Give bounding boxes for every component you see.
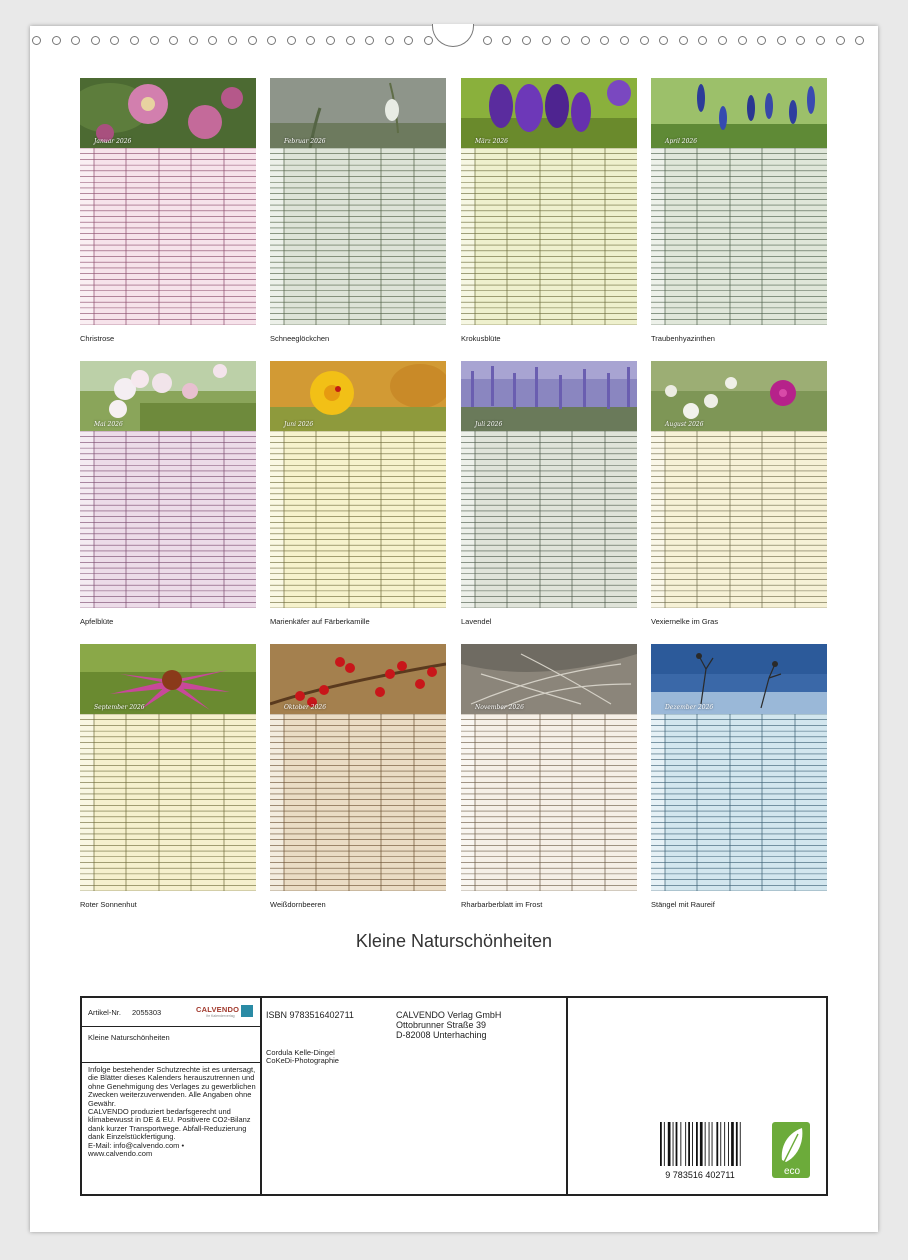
binding-ring: [522, 36, 531, 45]
month-photo: [80, 644, 256, 714]
month-label: November 2026: [475, 704, 524, 711]
product-title: Kleine Naturschönheiten: [88, 1033, 170, 1042]
planner-grid: [461, 148, 637, 325]
month-photo: [270, 361, 446, 431]
binding-ring: [228, 36, 237, 45]
barcode-bar: [740, 1122, 741, 1166]
month-grid-table: [651, 714, 827, 891]
month-grid-table: [270, 431, 446, 608]
month-label: September 2026: [94, 704, 145, 711]
binding-ring: [267, 36, 276, 45]
calvendo-logo-sub: Ihr Kalenderverlag: [206, 1014, 235, 1018]
month-grid-table: [461, 431, 637, 608]
month-grid-table: [80, 148, 256, 325]
month-panel: [80, 361, 256, 626]
binding-ring: [718, 36, 727, 45]
barcode-bar: [688, 1122, 690, 1166]
month-panel: [80, 644, 256, 909]
month-grid-table: [80, 431, 256, 608]
photo-caption: Christrose: [80, 334, 115, 343]
binding-ring: [816, 36, 825, 45]
binding-ring: [483, 36, 492, 45]
barcode-bar: [724, 1122, 725, 1166]
planner-grid: [270, 431, 446, 608]
barcode-bar: [685, 1122, 686, 1166]
month-panel: [461, 361, 637, 626]
barcode-bar: [709, 1122, 710, 1166]
eco-logo: [772, 1122, 810, 1178]
planner-grid: [651, 148, 827, 325]
binding-ring: [130, 36, 139, 45]
info-box: [80, 996, 828, 1196]
month-photo: [461, 361, 637, 431]
barcode-bar: [680, 1122, 681, 1166]
month-photo: [80, 78, 256, 148]
binding-ring: [208, 36, 217, 45]
month-photo: [461, 644, 637, 714]
planner-grid: [270, 714, 446, 891]
photo-caption: Marienkäfer auf Färberkamille: [270, 617, 370, 626]
photo-caption: Apfelblüte: [80, 617, 114, 626]
calvendo-logo-icon: [241, 1005, 253, 1017]
month-panel: [461, 644, 637, 909]
barcode-bar: [668, 1122, 671, 1166]
barcode-bar: [673, 1122, 674, 1166]
month-grid-table: [461, 714, 637, 891]
calendar-sheet: [30, 26, 878, 1232]
barcode-bar: [705, 1122, 706, 1166]
month-label: Juni 2026: [284, 421, 314, 428]
article-number: 2055303: [132, 1008, 162, 1017]
month-grid-table: [651, 431, 827, 608]
barcode-bar: [716, 1122, 718, 1166]
author-line: Cordula Kelle-Dingel: [266, 1048, 335, 1057]
barcode-bar: [664, 1122, 665, 1166]
eco-label: eco: [783, 1166, 801, 1177]
binding-ring: [757, 36, 766, 45]
info-column-article: [82, 998, 262, 1194]
publisher-address: [396, 1010, 501, 1040]
binding-ring: [32, 36, 41, 45]
author: [266, 1049, 339, 1066]
barcode-bar: [736, 1122, 738, 1166]
binding-ring: [52, 36, 61, 45]
author-line: CoKeDi-Photographie: [266, 1056, 339, 1066]
month-panel: [651, 644, 827, 909]
month-photo: [651, 78, 827, 148]
product-title-row: [82, 1026, 260, 1063]
photo-caption: Krokusblüte: [461, 334, 501, 343]
binding-ring: [71, 36, 80, 45]
binding-ring: [581, 36, 590, 45]
photo-caption: Lavendel: [461, 617, 492, 626]
binding-ring: [189, 36, 198, 45]
info-column-publisher: [262, 998, 568, 1194]
binding-ring: [326, 36, 335, 45]
month-panel: [270, 644, 446, 909]
publisher-line: Ottobrunner Straße 39: [396, 1020, 487, 1030]
month-photo: [651, 644, 827, 714]
month-label: April 2026: [665, 138, 698, 145]
month-panel: [270, 361, 446, 626]
article-row: [82, 998, 260, 1027]
month-panel: [461, 78, 637, 343]
barcode-bar: [731, 1122, 734, 1166]
binding-ring: [306, 36, 315, 45]
binding-ring: [346, 36, 355, 45]
binding-ring: [542, 36, 551, 45]
planner-grid: [80, 431, 256, 608]
binding-ring: [679, 36, 688, 45]
month-panel: [270, 78, 446, 343]
binding-ring: [836, 36, 845, 45]
planner-grid: [461, 431, 637, 608]
binding-ring: [169, 36, 178, 45]
month-panel: [651, 361, 827, 626]
month-label: Januar 2026: [94, 138, 132, 145]
binding-ring: [365, 36, 374, 45]
month-label: Juli 2026: [475, 421, 503, 428]
month-grid-table: [461, 148, 637, 325]
planner-grid: [651, 714, 827, 891]
binding-ring: [561, 36, 570, 45]
month-photo: [270, 644, 446, 714]
photo-caption: Schneeglöckchen: [270, 334, 330, 343]
publisher-line: CALVENDO Verlag GmbH: [396, 1010, 502, 1020]
binding-ring: [855, 36, 864, 45]
planner-grid: [80, 714, 256, 891]
isbn: ISBN 9783516402711: [266, 1010, 354, 1020]
barcode-bar: [700, 1122, 703, 1166]
planner-grid: [80, 148, 256, 325]
month-label: März 2026: [475, 138, 508, 145]
photo-caption: Rharbarberblatt im Frost: [461, 900, 543, 909]
barcode-bar: [660, 1122, 662, 1166]
photo-caption: Stängel mit Raureif: [651, 900, 715, 909]
barcode-bar: [728, 1122, 729, 1166]
binding-ring: [385, 36, 394, 45]
month-photo: [80, 361, 256, 431]
barcode: [654, 1122, 746, 1180]
binding-ring: [600, 36, 609, 45]
binding-ring: [404, 36, 413, 45]
barcode-bar: [712, 1122, 713, 1166]
binding-ring: [796, 36, 805, 45]
month-grid-table: [270, 714, 446, 891]
month-label: August 2026: [665, 421, 704, 428]
month-photo: [270, 78, 446, 148]
calendar-title: Kleine Naturschönheiten: [355, 931, 553, 951]
photo-caption: Roter Sonnenhut: [80, 900, 137, 909]
barcode-digits: 9 783516 402711: [665, 1170, 735, 1180]
barcode-bar: [676, 1122, 678, 1166]
barcode-bar: [692, 1122, 693, 1166]
photo-caption: Vexiernelke im Gras: [651, 617, 719, 626]
binding-ring: [110, 36, 119, 45]
month-panel: [651, 78, 827, 343]
binding-ring: [150, 36, 159, 45]
binding-ring: [698, 36, 707, 45]
month-grid-table: [270, 148, 446, 325]
month-photo: [651, 361, 827, 431]
month-grid-table: [651, 148, 827, 325]
binding-ring: [640, 36, 649, 45]
month-label: Februar 2026: [284, 138, 326, 145]
month-photo: [461, 78, 637, 148]
calvendo-logo: CALVENDO: [196, 1005, 240, 1014]
barcode-bar: [720, 1122, 721, 1166]
binding-ring: [91, 36, 100, 45]
barcode-bar: [696, 1122, 698, 1166]
planner-grid: [461, 714, 637, 891]
month-grid-table: [80, 714, 256, 891]
month-label: Mai 2026: [94, 421, 123, 428]
leaf-icon: [772, 1122, 810, 1178]
binding-ring: [287, 36, 296, 45]
month-label: Dezember 2026: [665, 704, 714, 711]
legal-text: Infolge bestehender Schutzrechte ist es untersagt, die Blätter dieses Kalenders herauszutrennen und ohne Genehmigung des Verlages zu gewerblichen Zwecken weiterzuverwenden. Alle Angaben ohne Gewähr. CALVENDO produziert bedarfsgerecht und klimabewusst in DE & EU. Positivere CO2-Bilanz dank kurzer Transportwege. Abfall-Reduzierung dank Einzelstückfertigung. E-Mail: info@calvendo.com • www.calvendo.com: [88, 1065, 256, 1159]
article-label: Artikel-Nr.: [88, 1008, 121, 1017]
binding-ring: [738, 36, 747, 45]
planner-grid: [270, 148, 446, 325]
binding-ring: [502, 36, 511, 45]
publisher-line: D-82008 Unterhaching: [396, 1030, 487, 1040]
photo-caption: Traubenhyazinthen: [651, 334, 715, 343]
binding-ring: [777, 36, 786, 45]
binding-ring: [620, 36, 629, 45]
binding-ring: [659, 36, 668, 45]
planner-grid: [651, 431, 827, 608]
month-panel: [80, 78, 256, 343]
binding-ring: [248, 36, 257, 45]
binding-ring: [424, 36, 433, 45]
month-label: Oktober 2026: [284, 704, 327, 711]
photo-caption: Weißdornbeeren: [270, 900, 326, 909]
